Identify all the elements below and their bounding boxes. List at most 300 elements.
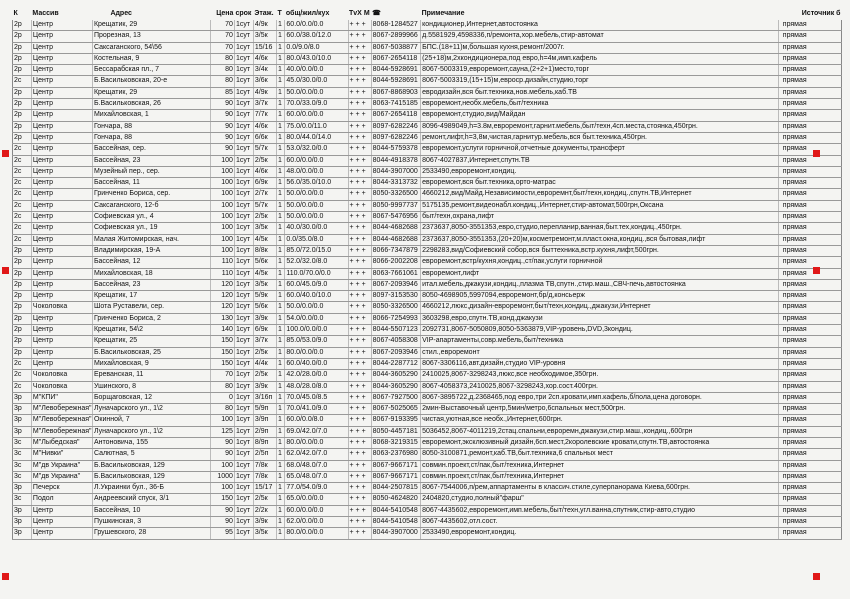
cell-phone: 8044-3605290 [371, 370, 420, 381]
cell-rooms: 2р [13, 132, 32, 143]
cell-rooms: 2с [13, 155, 32, 166]
cell-srok: 1сут [234, 494, 253, 505]
cell-ploshchad: 77.0/54.0/9.0 [285, 483, 348, 494]
cell-phone: 8067-9667171 [371, 460, 420, 471]
cell-phone: 8067-2654118 [371, 53, 420, 64]
cell-cena: 90 [210, 132, 234, 143]
cell-ploshchad: 68.0/48.0/7.0 [285, 460, 348, 471]
cell-primechanie: 2404820,студио,полный"фарш" [421, 494, 779, 505]
cell-t: 1 [277, 178, 285, 189]
highlight-marker-left [2, 573, 9, 580]
cell-massiv: Центр [31, 53, 92, 64]
cell-ploshchad: 53.0/32.0/0.0 [285, 144, 348, 155]
cell-rooms: 2р [13, 121, 32, 132]
cell-cena: 0 [210, 392, 234, 403]
cell-rooms: 2р [13, 99, 32, 110]
cell-cena: 80 [210, 65, 234, 76]
cell-adres: Салютная, 5 [92, 449, 210, 460]
table-row [13, 336, 842, 347]
cell-phone: 8067-8868903 [371, 87, 420, 98]
cell-tvx: + + + [348, 76, 371, 87]
cell-primechanie: ремонт,лифт,h=3,8м,чистая,гарнитур.мебель,вся быт.техника,450грн. [421, 132, 779, 143]
cell-adres: Костельная, 9 [92, 53, 210, 64]
cell-adres: Б.Васильковская, 25 [92, 347, 210, 358]
table-row [13, 325, 842, 336]
listings-table [12, 8, 842, 540]
cell-tvx: + + + [348, 31, 371, 42]
cell-istochnik: прямая [778, 234, 841, 245]
cell-massiv: Центр [31, 155, 92, 166]
cell-tvx: + + + [348, 189, 371, 200]
cell-t: 1 [277, 313, 285, 324]
cell-ploshchad: 80.0/0.0/0.0 [285, 437, 348, 448]
cell-etazh: 3/5к [253, 31, 276, 42]
cell-istochnik: прямая [778, 155, 841, 166]
cell-srok: 1сут [234, 279, 253, 290]
cell-tvx: + + + [348, 370, 371, 381]
listing-sheet [6, 8, 844, 540]
table-row [13, 212, 842, 223]
cell-massiv: Центр [31, 76, 92, 87]
cell-cena: 80 [210, 53, 234, 64]
cell-massiv: Центр [31, 313, 92, 324]
cell-istochnik: прямая [778, 336, 841, 347]
cell-istochnik: прямая [778, 178, 841, 189]
cell-tvx: + + + [348, 99, 371, 110]
cell-tvx: + + + [348, 381, 371, 392]
cell-adres: Михайловская, 1 [92, 110, 210, 121]
cell-adres: Крещатик, 17 [92, 291, 210, 302]
cell-primechanie: 8067-4058373,2410025,8067-3298243,хор.сост.400грн. [421, 381, 779, 392]
cell-phone: 8050-4457181 [371, 426, 420, 437]
cell-srok: 1сут [234, 358, 253, 369]
cell-primechanie: 8050-4698905,5997094,евроремонт,бр/д,консьерж [421, 291, 779, 302]
cell-srok: 1сут [234, 347, 253, 358]
cell-istochnik: прямая [778, 325, 841, 336]
cell-adres: Михайловская, 18 [92, 268, 210, 279]
cell-cena: 95 [210, 528, 234, 539]
cell-tvx: + + + [348, 87, 371, 98]
cell-primechanie: итал.мебель,джакузи,кондиц.,плазма ТВ,спутн.,стир.маш.,СВЧ-печь,автостоянка [421, 279, 779, 290]
cell-srok: 1сут [234, 189, 253, 200]
cell-t: 1 [277, 200, 285, 211]
cell-ploshchad: 60.0/0.0/8.0 [285, 415, 348, 426]
cell-phone: 8044-4918378 [371, 155, 420, 166]
cell-etazh: 7/8к [253, 471, 276, 482]
cell-srok: 1сут [234, 53, 253, 64]
cell-phone: 8050-9997737 [371, 200, 420, 211]
table-row [13, 178, 842, 189]
cell-tvx: + + + [348, 223, 371, 234]
table-row [13, 404, 842, 415]
cell-srok: 1сут [234, 178, 253, 189]
cell-phone: 8044-5928691 [371, 76, 420, 87]
cell-rooms: 3р [13, 517, 32, 528]
cell-rooms: 2с [13, 381, 32, 392]
cell-tvx: + + + [348, 415, 371, 426]
cell-srok: 1сут [234, 223, 253, 234]
phone-icon: ☎ [372, 9, 381, 17]
cell-t: 1 [277, 76, 285, 87]
table-row [13, 505, 842, 516]
cell-etazh: 5/6к [253, 257, 276, 268]
cell-t: 1 [277, 20, 285, 31]
cell-primechanie: 8067-4435602,евроремонт,имп.мебель,быт/техн,угл.ванна,спутник,стир-авто,студио [421, 505, 779, 516]
cell-massiv: Печерск [31, 483, 92, 494]
cell-rooms: 2р [13, 31, 32, 42]
cell-primechanie: евроремонт,встр/кухня,кондиц.,ст/пак,услуги горничной [421, 257, 779, 268]
cell-massiv: Центр [31, 347, 92, 358]
cell-primechanie: 8067-3895722,д.2368465,под евро,три 2сп.кровати,имп.кафель,б/пола,цена договорн. [421, 392, 779, 403]
cell-t: 1 [277, 53, 285, 64]
cell-t: 1 [277, 437, 285, 448]
cell-istochnik: прямая [778, 437, 841, 448]
cell-t: 1 [277, 517, 285, 528]
cell-massiv: Центр [31, 110, 92, 121]
cell-massiv: Центр [31, 189, 92, 200]
cell-cena: 1000 [210, 471, 234, 482]
cell-tvx: + + + [348, 279, 371, 290]
cell-etazh: 2/5п [253, 449, 276, 460]
cell-etazh: 3/9к [253, 313, 276, 324]
cell-adres: Грушевского, 28 [92, 528, 210, 539]
cell-primechanie: 2мин-Выставочный центр,5мин/метро,6спальных мест,500грн. [421, 404, 779, 415]
cell-srok: 1сут [234, 313, 253, 324]
cell-primechanie: быт/техн,охрана,лифт [421, 212, 779, 223]
cell-srok: 1сут [234, 257, 253, 268]
cell-adres: Б.Васильковская, 20-е [92, 76, 210, 87]
cell-ploshchad: 85.0/72.0/15.0 [285, 245, 348, 256]
cell-srok: 1сут [234, 144, 253, 155]
cell-etazh: 2/5к [253, 212, 276, 223]
cell-etazh: 15/16 [253, 42, 276, 53]
cell-t: 1 [277, 392, 285, 403]
cell-ploshchad: 50.0/0.0/0.0 [285, 302, 348, 313]
cell-primechanie: 8067-5003319,евроремонт,сауна,(2+2+1)место,торг [421, 65, 779, 76]
cell-massiv: Центр [31, 245, 92, 256]
cell-istochnik: прямая [778, 471, 841, 482]
cell-tvx: + + + [348, 517, 371, 528]
cell-ploshchad: 40.0/0.0/0.0 [285, 65, 348, 76]
cell-phone: 8067-2093946 [371, 279, 420, 290]
cell-adres: Саксаганского, 54\56 [92, 42, 210, 53]
cell-phone: 8067-2093946 [371, 347, 420, 358]
cell-cena: 100 [210, 415, 234, 426]
cell-ploshchad: 60.0/0.0/0.0 [285, 20, 348, 31]
cell-cena: 100 [210, 178, 234, 189]
cell-primechanie: 2410025,8067-3298243,люкс,все необходимое,350грн. [421, 370, 779, 381]
cell-tvx: + + + [348, 460, 371, 471]
cell-istochnik: прямая [778, 268, 841, 279]
cell-istochnik: прямая [778, 166, 841, 177]
cell-srok: 1сут [234, 268, 253, 279]
cell-srok: 1сут [234, 99, 253, 110]
cell-primechanie: 8050-3100871,ремонт,каб.ТВ,быт.техника,6 спальных мест [421, 449, 779, 460]
cell-massiv: Центр [31, 336, 92, 347]
table-row [13, 87, 842, 98]
cell-etazh: 2/5к [253, 494, 276, 505]
cell-t: 1 [277, 189, 285, 200]
table-row [13, 302, 842, 313]
cell-ploshchad: 42.0/28.0/0.0 [285, 370, 348, 381]
cell-t: 1 [277, 336, 285, 347]
cell-primechanie: 8067-4027837,Интернет,спутн.ТВ [421, 155, 779, 166]
table-row [13, 426, 842, 437]
cell-t: 1 [277, 291, 285, 302]
cell-rooms: 2р [13, 42, 32, 53]
cell-primechanie: чистая,уютная,все необх.,Интернет,600грн. [421, 415, 779, 426]
cell-primechanie: 5175135,ремонт,видеонабл.кондиц.,Интернет,стир-автомат,500грн,Оксана [421, 200, 779, 211]
cell-rooms: 3р [13, 528, 32, 539]
cell-tvx: + + + [348, 65, 371, 76]
cell-primechanie: совмин.проект,ст/пак,быт/техника,Интернет [421, 471, 779, 482]
cell-t: 1 [277, 325, 285, 336]
cell-phone: 8068-3219315 [371, 437, 420, 448]
cell-cena: 70 [210, 42, 234, 53]
highlight-marker-right [813, 150, 820, 157]
cell-tvx: + + + [348, 245, 371, 256]
cell-massiv: Центр [31, 42, 92, 53]
cell-ploshchad: 48.0/28.0/8.0 [285, 381, 348, 392]
cell-istochnik: прямая [778, 415, 841, 426]
cell-istochnik: прямая [778, 257, 841, 268]
cell-rooms: 2с [13, 212, 32, 223]
cell-phone: 8063-7415185 [371, 99, 420, 110]
cell-t: 1 [277, 358, 285, 369]
cell-etazh: 7/7к [253, 110, 276, 121]
cell-istochnik: прямая [778, 144, 841, 155]
cell-phone: 8067-9667171 [371, 471, 420, 482]
cell-rooms: 2с [13, 200, 32, 211]
cell-tvx: + + + [348, 132, 371, 143]
cell-t: 1 [277, 279, 285, 290]
cell-primechanie: 8067-4435602,отл.сост. [421, 517, 779, 528]
cell-massiv: Центр [31, 505, 92, 516]
cell-istochnik: прямая [778, 189, 841, 200]
cell-primechanie: 8067-7544006,п/рем,аппартаменты в классич.стиле,суперпанорама Киева,600грн. [421, 483, 779, 494]
cell-etazh: 3/16п [253, 392, 276, 403]
cell-etazh: 3/9к [253, 381, 276, 392]
cell-ploshchad: 48.0/0.0/0.0 [285, 166, 348, 177]
cell-istochnik: прямая [778, 528, 841, 539]
cell-phone: 8067-7927500 [371, 392, 420, 403]
cell-srok: 1сут [234, 234, 253, 245]
col-phone [371, 8, 420, 20]
cell-massiv: М"Левобережная" [31, 426, 92, 437]
cell-etazh: 5/9п [253, 404, 276, 415]
cell-t: 1 [277, 132, 285, 143]
cell-primechanie: 4660212,вид/Майд.Независимости,евроремнт,быт/техн,кондиц.,спутн.ТВ,Интернет [421, 189, 779, 200]
cell-massiv: Центр [31, 268, 92, 279]
cell-istochnik: прямая [778, 31, 841, 42]
cell-t: 1 [277, 483, 285, 494]
cell-adres: Прорезная, 13 [92, 31, 210, 42]
cell-istochnik: прямая [778, 494, 841, 505]
cell-ploshchad: 75.0/0.0/11.0 [285, 121, 348, 132]
cell-ploshchad: 50.0/0.0/0.0 [285, 87, 348, 98]
cell-ploshchad: 65.0/0.0/0.0 [285, 494, 348, 505]
cell-istochnik: прямая [778, 370, 841, 381]
cell-cena: 70 [210, 31, 234, 42]
cell-ploshchad: 60.0/0.0/0.0 [285, 110, 348, 121]
cell-istochnik: прямая [778, 358, 841, 369]
cell-istochnik: прямая [778, 200, 841, 211]
cell-massiv: Центр [31, 20, 92, 31]
table-row [13, 370, 842, 381]
cell-rooms: 2с [13, 76, 32, 87]
cell-etazh: 3/6к [253, 76, 276, 87]
table-row [13, 313, 842, 324]
cell-ploshchad: 70.0/45.0/8.5 [285, 392, 348, 403]
cell-rooms: 2р [13, 291, 32, 302]
cell-tvx: + + + [348, 200, 371, 211]
cell-phone: 8044-5507123 [371, 325, 420, 336]
cell-ploshchad: 70.0/33.0/9.0 [285, 99, 348, 110]
cell-srok: 1сут [234, 132, 253, 143]
cell-cena: 100 [210, 245, 234, 256]
cell-rooms: 3с [13, 437, 32, 448]
cell-cena: 70 [210, 20, 234, 31]
table-row [13, 166, 842, 177]
cell-adres: Гринченко Бориса, сер. [92, 189, 210, 200]
cell-cena: 100 [210, 460, 234, 471]
cell-srok: 1сут [234, 404, 253, 415]
col-massiv: Массив [32, 9, 59, 17]
cell-istochnik: прямая [778, 279, 841, 290]
cell-phone: 8067-5038877 [371, 42, 420, 53]
cell-t: 1 [277, 42, 285, 53]
cell-ploshchad: 45.0/30.0/0.0 [285, 76, 348, 87]
cell-phone: 8044-3605290 [371, 381, 420, 392]
cell-t: 1 [277, 471, 285, 482]
cell-cena: 90 [210, 144, 234, 155]
cell-adres: Б.Васильковская, 26 [92, 99, 210, 110]
cell-srok: 1сут [234, 325, 253, 336]
cell-istochnik: прямая [778, 53, 841, 64]
cell-srok: 1сут [234, 155, 253, 166]
cell-cena: 150 [210, 494, 234, 505]
cell-adres: Луначарского ул., 1\2 [92, 404, 210, 415]
cell-rooms: 3р [13, 505, 32, 516]
cell-tvx: + + + [348, 166, 371, 177]
cell-srok: 1сут [234, 20, 253, 31]
table-row [13, 392, 842, 403]
cell-tvx: + + + [348, 155, 371, 166]
table-row [13, 460, 842, 471]
cell-etazh: 8/9п [253, 437, 276, 448]
cell-rooms: 3с [13, 449, 32, 460]
cell-etazh: 4/6к [253, 166, 276, 177]
cell-phone: 8066-7254993 [371, 313, 420, 324]
cell-tvx: + + + [348, 426, 371, 437]
cell-phone: 8050-3326500 [371, 302, 420, 313]
cell-adres: Михайловская, 9 [92, 358, 210, 369]
cell-ploshchad: 100.0/0.0/0.0 [285, 325, 348, 336]
col-m-label: M [363, 9, 370, 17]
cell-t: 1 [277, 347, 285, 358]
cell-adres: Бассейная, 23 [92, 279, 210, 290]
cell-massiv: Центр [31, 99, 92, 110]
cell-cena: 100 [210, 200, 234, 211]
table-row [13, 268, 842, 279]
cell-srok: 1сут [234, 528, 253, 539]
cell-tvx: + + + [348, 302, 371, 313]
cell-rooms: 2с [13, 189, 32, 200]
cell-tvx: + + + [348, 144, 371, 155]
cell-istochnik: прямая [778, 212, 841, 223]
cell-srok: 1сут [234, 505, 253, 516]
cell-istochnik: прямая [778, 460, 841, 471]
cell-rooms: 3р [13, 415, 32, 426]
cell-etazh: 4/5к [253, 234, 276, 245]
cell-istochnik: прямая [778, 517, 841, 528]
cell-srok: 1сут [234, 87, 253, 98]
cell-etazh: 4/9к [253, 20, 276, 31]
table-row [13, 257, 842, 268]
cell-cena: 120 [210, 302, 234, 313]
cell-primechanie: евроремонт,студио,вид/Майдан [421, 110, 779, 121]
cell-massiv: Центр [31, 132, 92, 143]
cell-cena: 90 [210, 99, 234, 110]
cell-massiv: Чоколовка [31, 302, 92, 313]
cell-t: 1 [277, 110, 285, 121]
cell-tvx: + + + [348, 494, 371, 505]
cell-phone: 8044-5410548 [371, 505, 420, 516]
cell-t: 1 [277, 505, 285, 516]
cell-tvx: + + + [348, 313, 371, 324]
cell-ploshchad: 80.0/0.0/0.0 [285, 347, 348, 358]
col-primechanie: Примечание [421, 9, 465, 17]
cell-cena: 70 [210, 370, 234, 381]
cell-adres: Пушкинская, 3 [92, 517, 210, 528]
cell-phone: 8067-2899966 [371, 31, 420, 42]
cell-srok: 1сут [234, 471, 253, 482]
col-cena: Цена [216, 9, 234, 17]
cell-rooms: 2р [13, 245, 32, 256]
cell-massiv: Чоколовка [31, 370, 92, 381]
cell-tvx: + + + [348, 392, 371, 403]
cell-istochnik: прямая [778, 20, 841, 31]
cell-ploshchad: 60.0/38.0/12.0 [285, 31, 348, 42]
cell-etazh: 4/4к [253, 358, 276, 369]
cell-rooms: 2р [13, 347, 32, 358]
cell-istochnik: прямая [778, 87, 841, 98]
cell-tvx: + + + [348, 528, 371, 539]
cell-cena: 80 [210, 404, 234, 415]
cell-ploshchad: 54.0/0.0/0.0 [285, 313, 348, 324]
cell-cena: 90 [210, 121, 234, 132]
cell-phone: 8044-3907000 [371, 166, 420, 177]
table-row [13, 76, 842, 87]
cell-t: 1 [277, 166, 285, 177]
cell-ploshchad: 62.0/42.0/7.0 [285, 449, 348, 460]
cell-ploshchad: 50.0/0.0/0.0 [285, 189, 348, 200]
table-row [13, 200, 842, 211]
cell-ploshchad: 50.0/0.0/0.0 [285, 212, 348, 223]
cell-rooms: 2с [13, 144, 32, 155]
cell-etazh: 4/9к [253, 87, 276, 98]
cell-adres: Бассейная, 10 [92, 505, 210, 516]
cell-massiv: Центр [31, 257, 92, 268]
table-row [13, 437, 842, 448]
cell-cena: 100 [210, 212, 234, 223]
cell-cena: 80 [210, 381, 234, 392]
cell-ploshchad: 60.0/0.0/0.0 [285, 155, 348, 166]
col-k: К [13, 9, 18, 17]
cell-massiv: Центр [31, 212, 92, 223]
cell-adres: Бассейная, сер. [92, 144, 210, 155]
cell-cena: 150 [210, 347, 234, 358]
